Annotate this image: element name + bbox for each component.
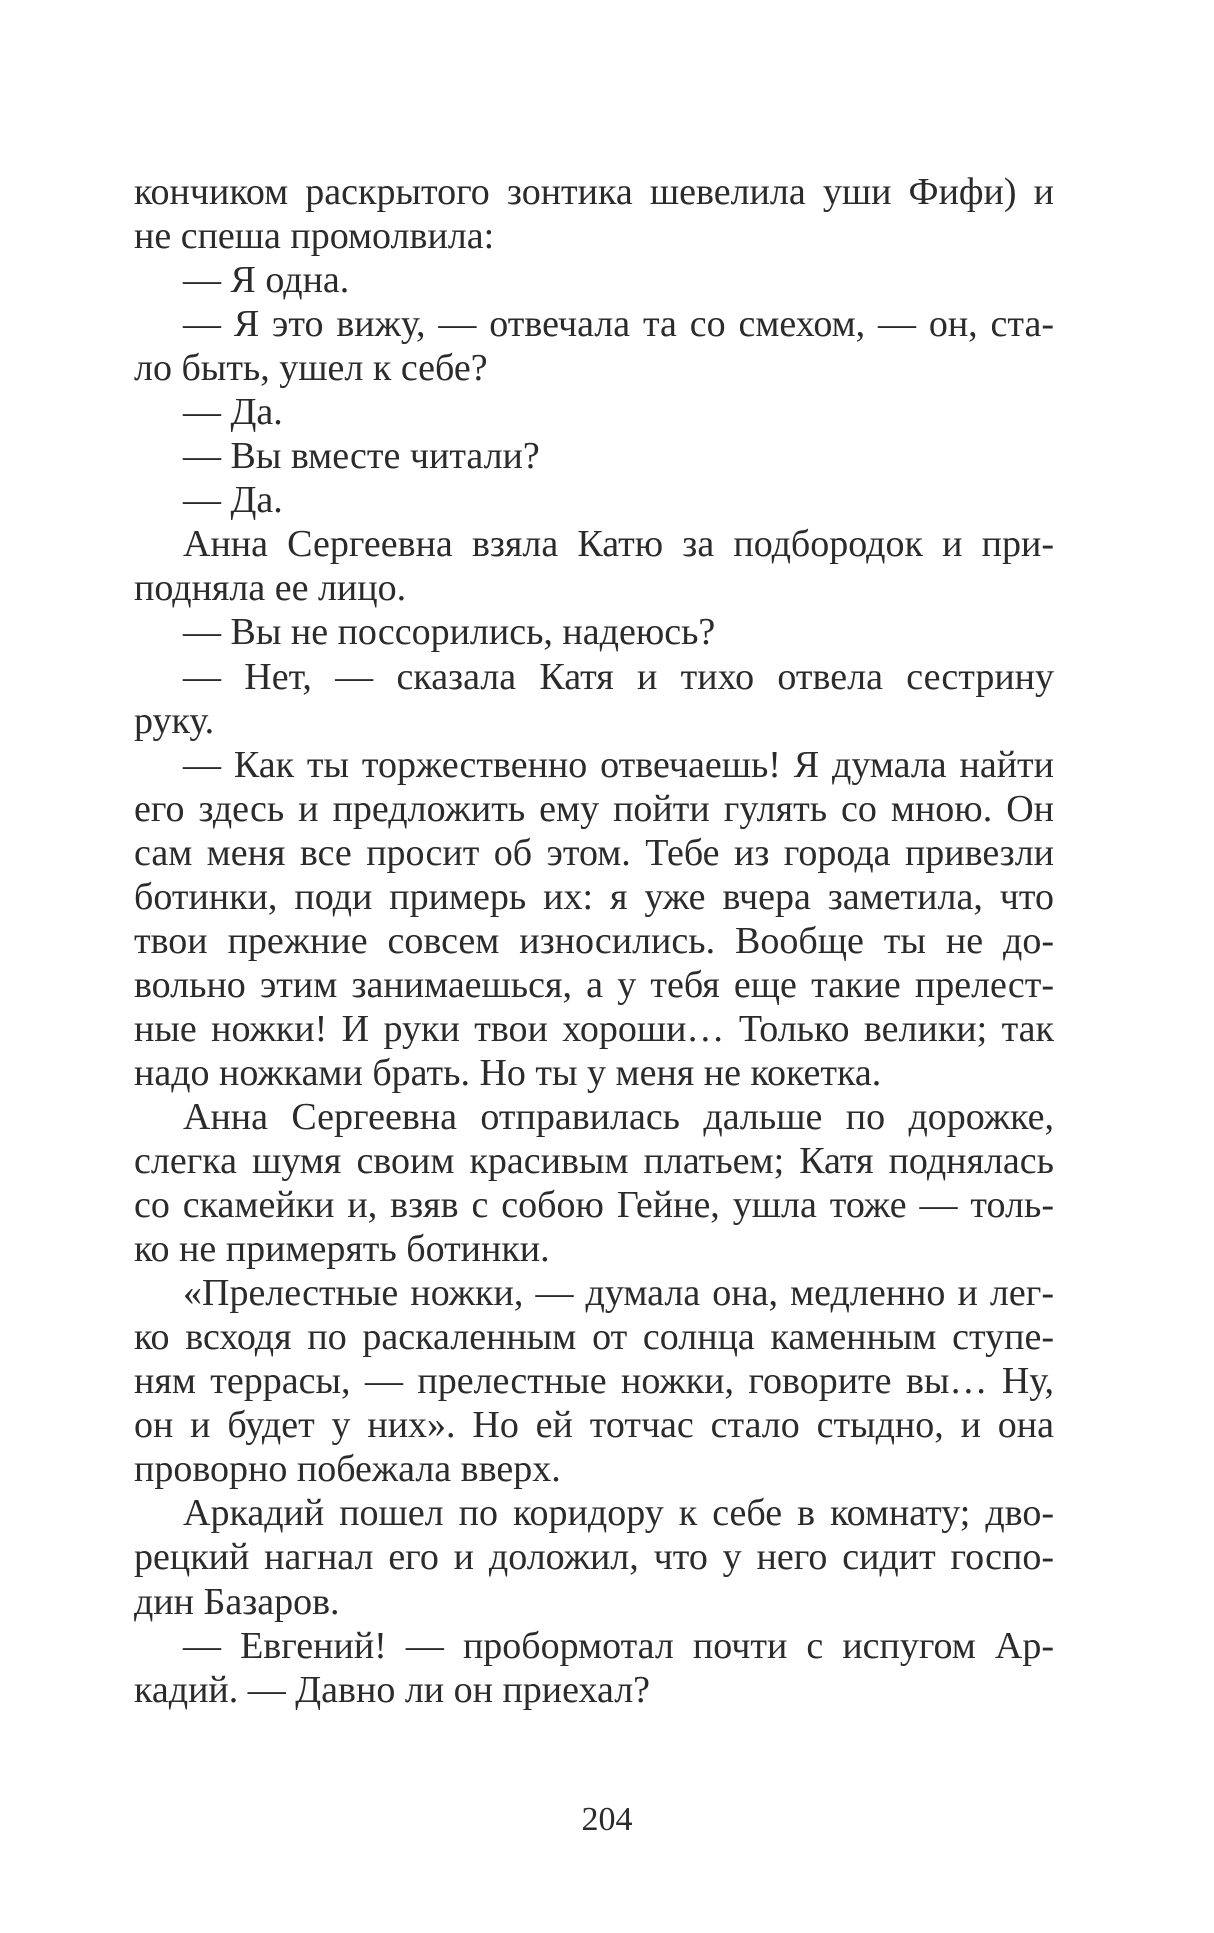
text-line: — Я одна.	[183, 259, 350, 302]
text-line: — Евгений! — пробормотал почти с испугом Ар-	[183, 1624, 1054, 1667]
text-line: со скамейки и, взяв с собою Гейне, ушла тоже — толь-	[134, 1184, 1054, 1227]
text-line: ные ножки! И руки твои хороши… Только велики; так	[134, 1007, 1054, 1050]
text-line: он и будет у них». Но ей тотчас стало стыдно, и она	[134, 1404, 1054, 1447]
text-line: кончиком раскрытого зонтика шевелила уши Фифи) и	[134, 171, 1054, 213]
text-line: вольно этим занимаешься, а у тебя еще такие прелест-	[134, 963, 1054, 1006]
text-line: — Я это вижу, — отвечала та со смехом, — он, ста-	[183, 303, 1054, 346]
text-line: кадий. — Давно ли он приехал?	[134, 1668, 651, 1711]
text-line: — Вы не поссорились, надеюсь?	[183, 611, 716, 654]
text-line: надо ножками брать. Но ты у меня не кокетка.	[134, 1051, 882, 1094]
text-line: ботинки, поди примерь их: я уже вчера заметила, что	[134, 875, 1054, 918]
text-line: Анна Сергеевна отправилась дальше по дорожке,	[183, 1095, 1054, 1138]
text-line: рецкий нагнал его и доложил, что у него сидит госпо-	[134, 1536, 1054, 1579]
text-line: руку.	[134, 699, 215, 742]
text-line: не спеша промолвила:	[134, 215, 495, 258]
text-line: ко не примерять ботинки.	[134, 1228, 550, 1271]
text-line: Аркадий пошел по коридору к себе в комнату; дво-	[183, 1492, 1054, 1535]
text-line: дин Базаров.	[134, 1580, 340, 1623]
text-line: ням террасы, — прелестные ножки, говорите вы… Ну,	[134, 1360, 1054, 1403]
text-line: ко всходя по раскаленным от солнца каменным ступе-	[134, 1316, 1054, 1359]
text-line: — Как ты торжественно отвечаешь! Я думала найти	[183, 743, 1054, 786]
text-line: его здесь и предложить ему пойти гулять со мною. Он	[134, 787, 1054, 830]
page-number: 204	[581, 1801, 633, 1838]
text-line: твои прежние совсем износились. Вообще ты не до-	[134, 919, 1054, 962]
text-line: подняла ее лицо.	[134, 567, 407, 610]
text-line: — Нет, — сказала Катя и тихо отвела сестрину	[183, 655, 1054, 698]
body-text	[134, 170, 1054, 1712]
text-line: ло быть, ушел к себе?	[134, 347, 488, 390]
text-line: проворно побежала вверх.	[134, 1448, 561, 1491]
text-line: слегка шумя своим красивым платьем; Катя поднялась	[134, 1140, 1054, 1183]
text-line: Анна Сергеевна взяла Катю за подбородок и при-	[183, 523, 1054, 566]
text-line: — Да.	[183, 479, 283, 522]
text-line: «Прелестные ножки, — думала она, медленно и лег-	[183, 1272, 1054, 1315]
text-line: сам меня все просит об этом. Тебе из города привезли	[134, 831, 1054, 874]
text-line: — Да.	[183, 391, 283, 434]
text-line: — Вы вместе читали?	[183, 435, 540, 478]
